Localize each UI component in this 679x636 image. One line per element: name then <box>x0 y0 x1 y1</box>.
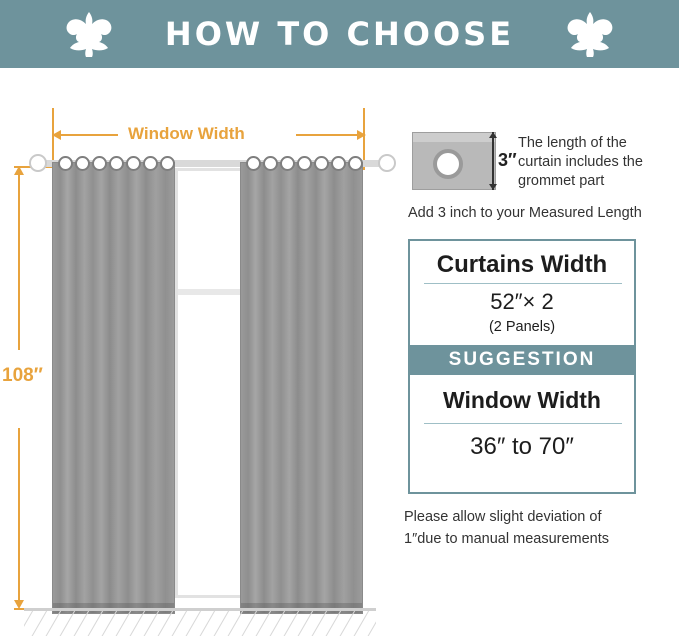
fleur-de-lis-icon <box>58 11 120 57</box>
grommet-dimension-label: 3″ <box>498 150 517 170</box>
deviation-note <box>404 506 666 550</box>
add-inch-note: Add 3 inch to your Measured Length <box>408 205 642 221</box>
panel-count-label: (2 Panels) <box>488 319 556 335</box>
fleur-de-lis-icon <box>559 11 621 57</box>
grommet-note: The length of the curtain includes the grommet part <box>518 135 643 189</box>
dimension-arrow-up-icon <box>489 132 497 138</box>
rod-finial-left <box>29 154 47 172</box>
deviation-note-line1: Please allow slight deviation of <box>404 509 602 525</box>
grommet-icon <box>348 156 363 171</box>
header-banner <box>0 0 679 68</box>
grommet-icon <box>263 156 278 171</box>
suggestion-banner: SUGGESTION <box>410 345 634 375</box>
deviation-note-line2: 1″due to manual measurements <box>404 531 610 547</box>
grommet-icon <box>92 156 107 171</box>
divider <box>424 283 622 284</box>
curtain-panel-left <box>52 162 175 614</box>
grommet-icon <box>280 156 295 171</box>
suggestion-box <box>408 239 636 494</box>
grommet-icon <box>314 156 329 171</box>
curtain-illustration <box>0 68 400 636</box>
grommet-icon <box>126 156 141 171</box>
window-width-range: 36″ to 70″ <box>470 433 574 460</box>
floor-hatching <box>24 611 376 636</box>
grommet-ring-icon <box>433 149 463 179</box>
grommet-icon <box>58 156 73 171</box>
window-width-label: Window Width <box>128 124 245 143</box>
curtains-width-title: Curtains Width <box>436 251 608 278</box>
page-title: HOW TO CHOOSE <box>164 15 515 53</box>
grommet-dimension-line <box>492 132 494 190</box>
grommet-detail-image <box>412 132 496 190</box>
grommet-icon <box>109 156 124 171</box>
rod-finial-right <box>378 154 396 172</box>
curtain-height-label: 108″ <box>2 365 43 386</box>
grommet-header-band <box>413 133 495 142</box>
grommet-icon <box>297 156 312 171</box>
divider <box>424 423 622 424</box>
info-column <box>404 68 666 636</box>
grommet-icon <box>246 156 261 171</box>
grommet-icon <box>331 156 346 171</box>
window-width-title: Window Width <box>443 387 601 413</box>
curtain-panel-right <box>240 162 363 614</box>
grommet-icon <box>160 156 175 171</box>
dimension-arrow-down-icon <box>489 184 497 190</box>
grommet-icon <box>143 156 158 171</box>
grommet-icon <box>75 156 90 171</box>
curtains-size-value: 52″× 2 <box>490 289 554 314</box>
